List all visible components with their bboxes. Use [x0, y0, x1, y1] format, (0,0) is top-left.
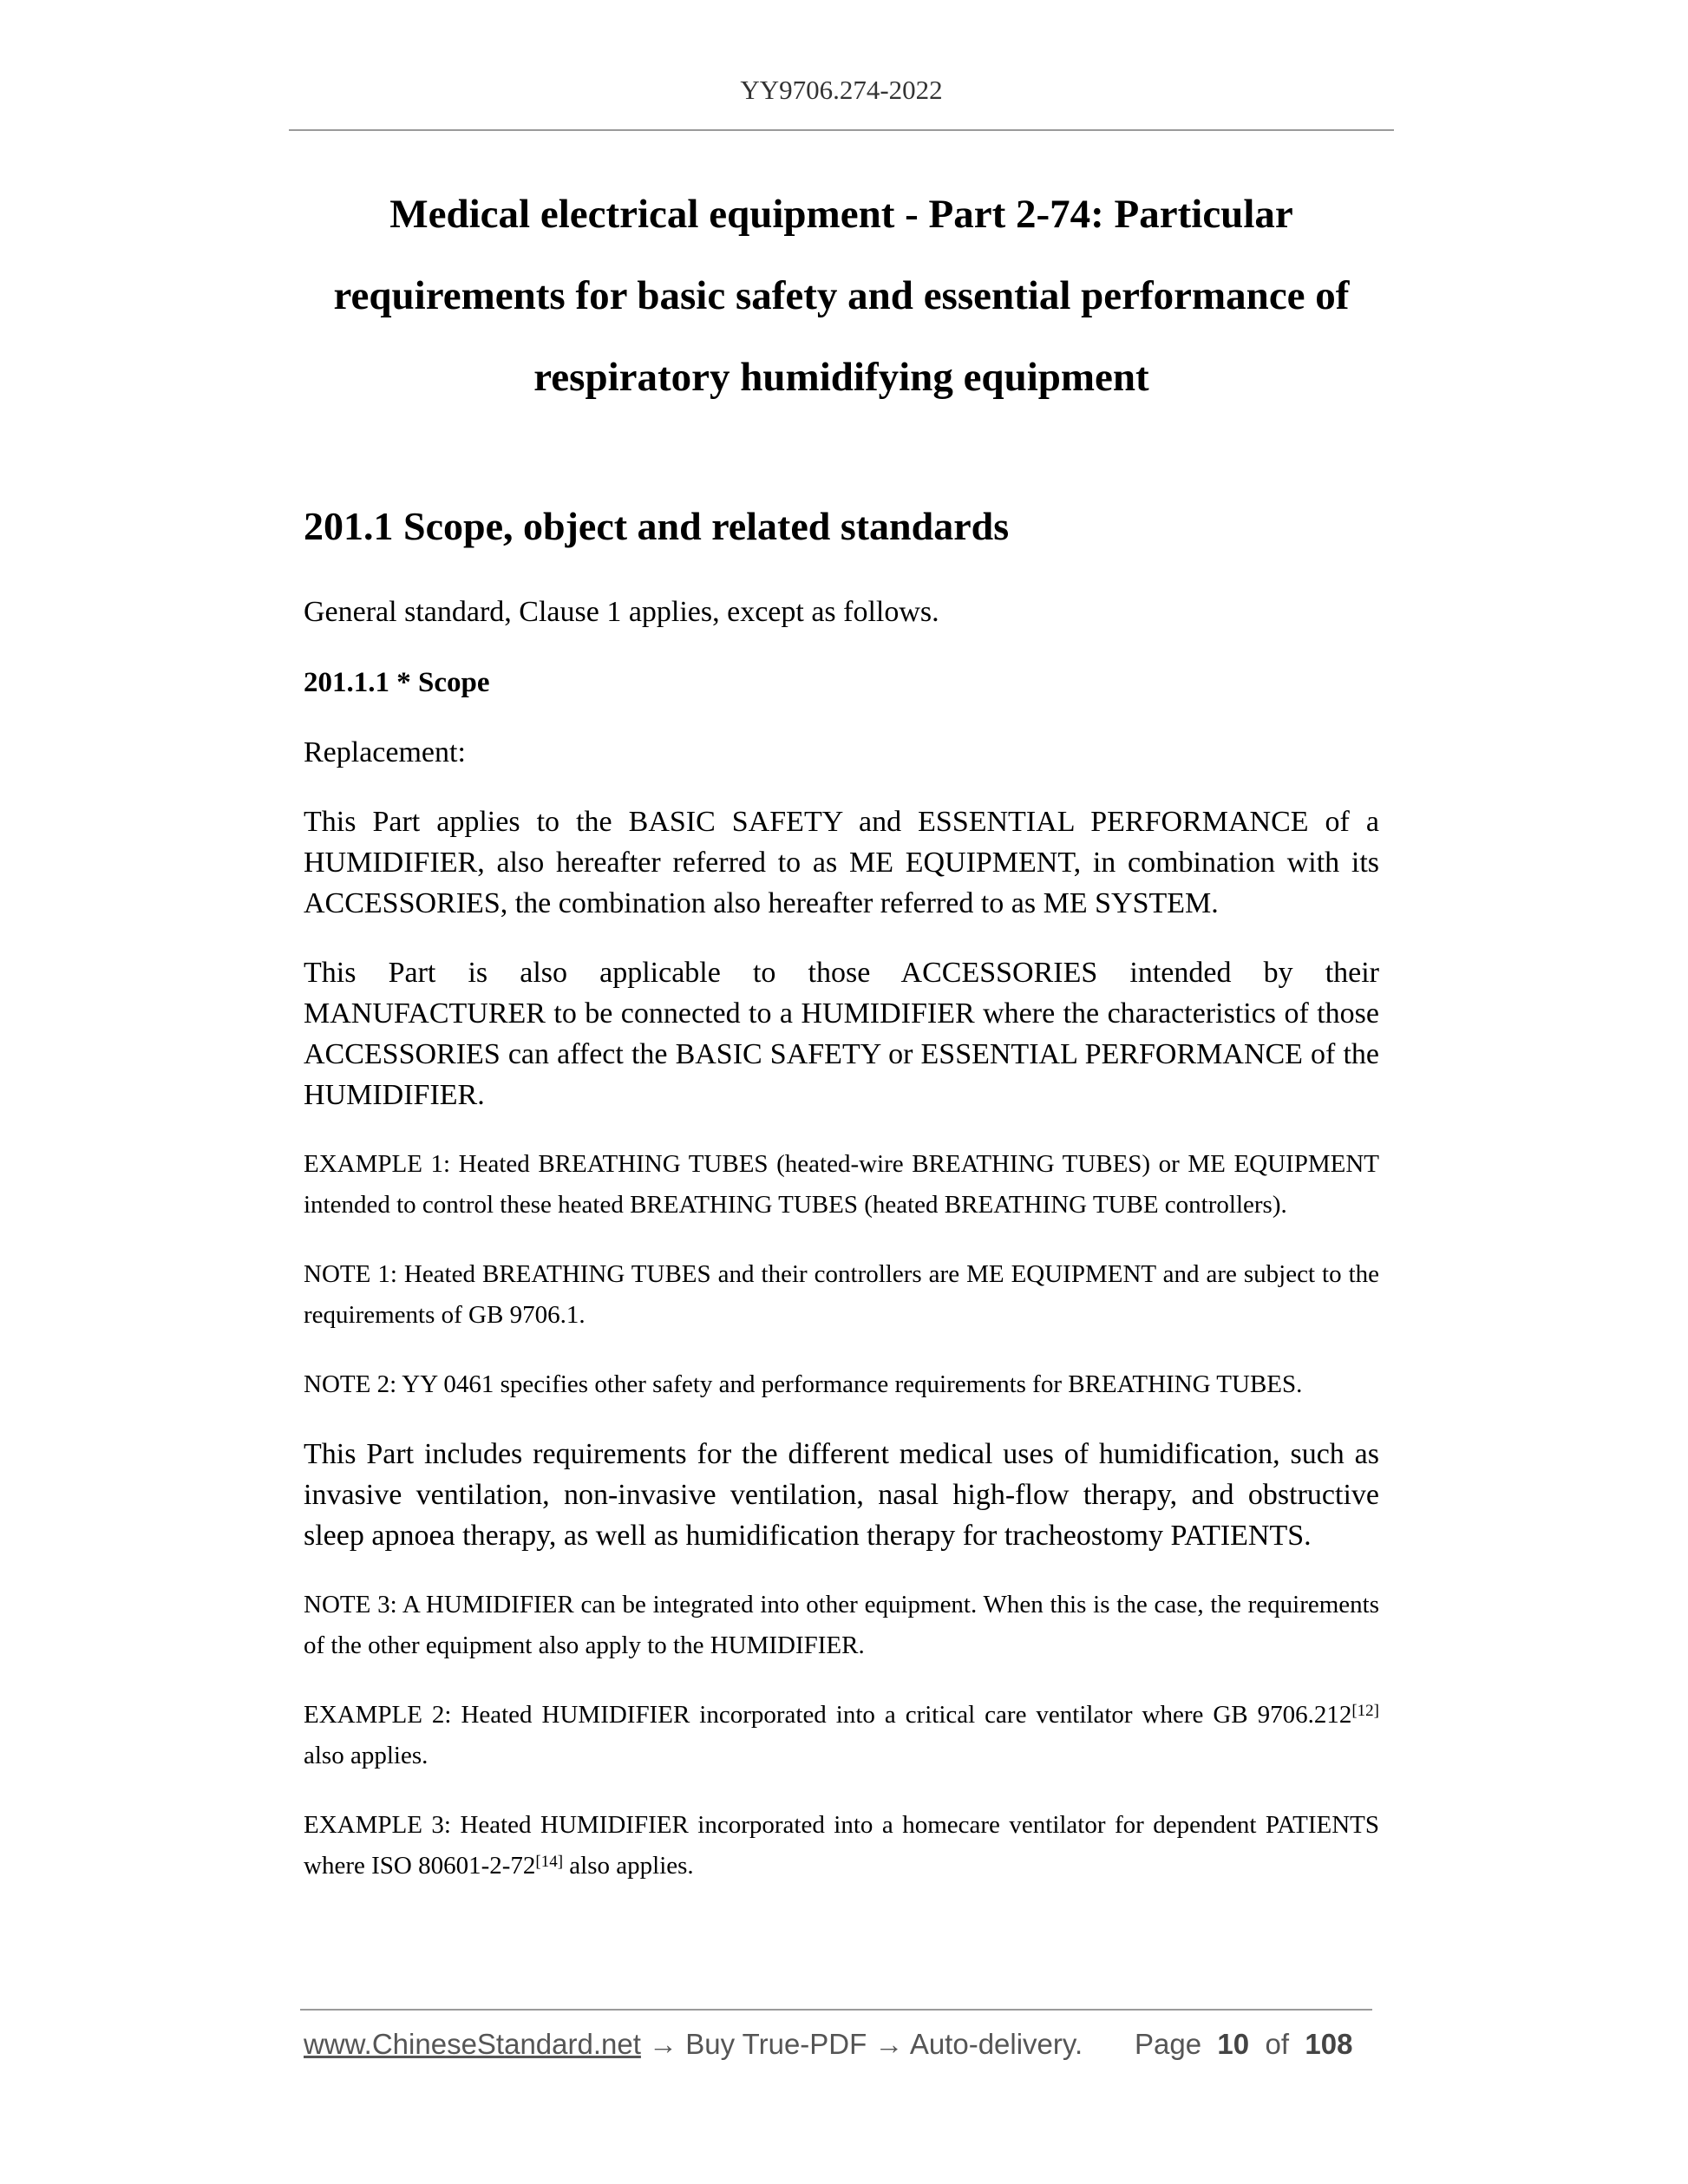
- example-2-text: EXAMPLE 2: Heated HUMIDIFIER incorporated into a critical care ventilator where GB 9706.212: [304, 1701, 1352, 1729]
- page-footer: [304, 2028, 1379, 2061]
- standard-code-header: YY9706.274-2022: [740, 75, 943, 105]
- example-2: [304, 1695, 1379, 1776]
- note-3: NOTE 3: A HUMIDIFIER can be integrated into other equipment. When this is the case, the requirements of the other equipment also apply to the HUMIDIFIER.: [304, 1591, 1379, 1659]
- example-1: EXAMPLE 1: Heated BREATHING TUBES (heated-wire BREATHING TUBES) or ME EQUIPMENT intended to control these heated BREATHING TUBES (heated BREATHING TUBE controllers).: [304, 1150, 1379, 1219]
- title-line-1: Medical electrical equipment - Part 2-74: Particular: [389, 192, 1293, 237]
- paragraph-scope-3: This Part includes requirements for the different medical uses of humidification, such as invasive ventilation, non-invasive ventilation, nasal high-flow therapy, and obstructive sleep apnoea therapy, as well as humidification therapy for tracheostomy PATIENTS.: [304, 1438, 1379, 1552]
- page-label: Page: [1135, 2028, 1202, 2060]
- example-3-tail: also applies.: [563, 1852, 694, 1880]
- reference-12[interactable]: [12]: [1351, 1702, 1379, 1720]
- website-link[interactable]: www.ChineseStandard.net: [304, 2028, 641, 2060]
- example-3: [304, 1805, 1379, 1886]
- paragraph-scope-1: This Part applies to the BASIC SAFETY and ESSENTIAL PERFORMANCE of a HUMIDIFIER, also hereafter referred to as ME EQUIPMENT, in combination with its ACCESSORIES, the combination also hereafter referred to as ME SYSTEM.: [304, 806, 1379, 919]
- of-label: of: [1265, 2028, 1290, 2060]
- current-page-number: 10: [1217, 2028, 1250, 2060]
- footer-tagline: → Buy True-PDF → Auto-delivery.: [640, 2028, 1083, 2060]
- title-line-3: respiratory humidifying equipment: [533, 355, 1149, 400]
- main-content: [304, 496, 1379, 1915]
- scope-subheading: 201.1.1 * Scope: [304, 667, 490, 698]
- page-indicator: [1135, 2028, 1352, 2061]
- paragraph-scope-2: This Part is also applicable to those ACCESSORIES intended by their MANUFACTURER to be connected to a HUMIDIFIER where the characteristics of those ACCESSORIES can affect the BASIC SAFETY or ESSENTIAL PERFORMANCE of the HUMIDIFIER.: [304, 957, 1379, 1111]
- footer-divider: [300, 2009, 1372, 2011]
- title-line-2: requirements for basic safety and essential performance of: [333, 273, 1350, 318]
- total-pages: 108: [1305, 2028, 1353, 2060]
- note-2: NOTE 2: YY 0461 specifies other safety and performance requirements for BREATHING TUBES.: [304, 1370, 1303, 1398]
- example-2-tail: also applies.: [304, 1742, 429, 1769]
- note-1: NOTE 1: Heated BREATHING TUBES and their controllers are ME EQUIPMENT and are subject to the requirements of GB 9706.1.: [304, 1260, 1379, 1329]
- reference-14[interactable]: [14]: [535, 1853, 564, 1871]
- document-title: [289, 173, 1394, 418]
- header-divider: [289, 129, 1394, 131]
- replacement-label: Replacement:: [304, 736, 466, 768]
- example-3-text: EXAMPLE 3: Heated HUMIDIFIER incorporated into a homecare ventilator for dependent PATIENTS where ISO 80601-2-72: [304, 1811, 1379, 1880]
- section-intro: General standard, Clause 1 applies, except as follows.: [304, 596, 939, 628]
- section-heading: 201.1 Scope, object and related standards: [304, 504, 1010, 548]
